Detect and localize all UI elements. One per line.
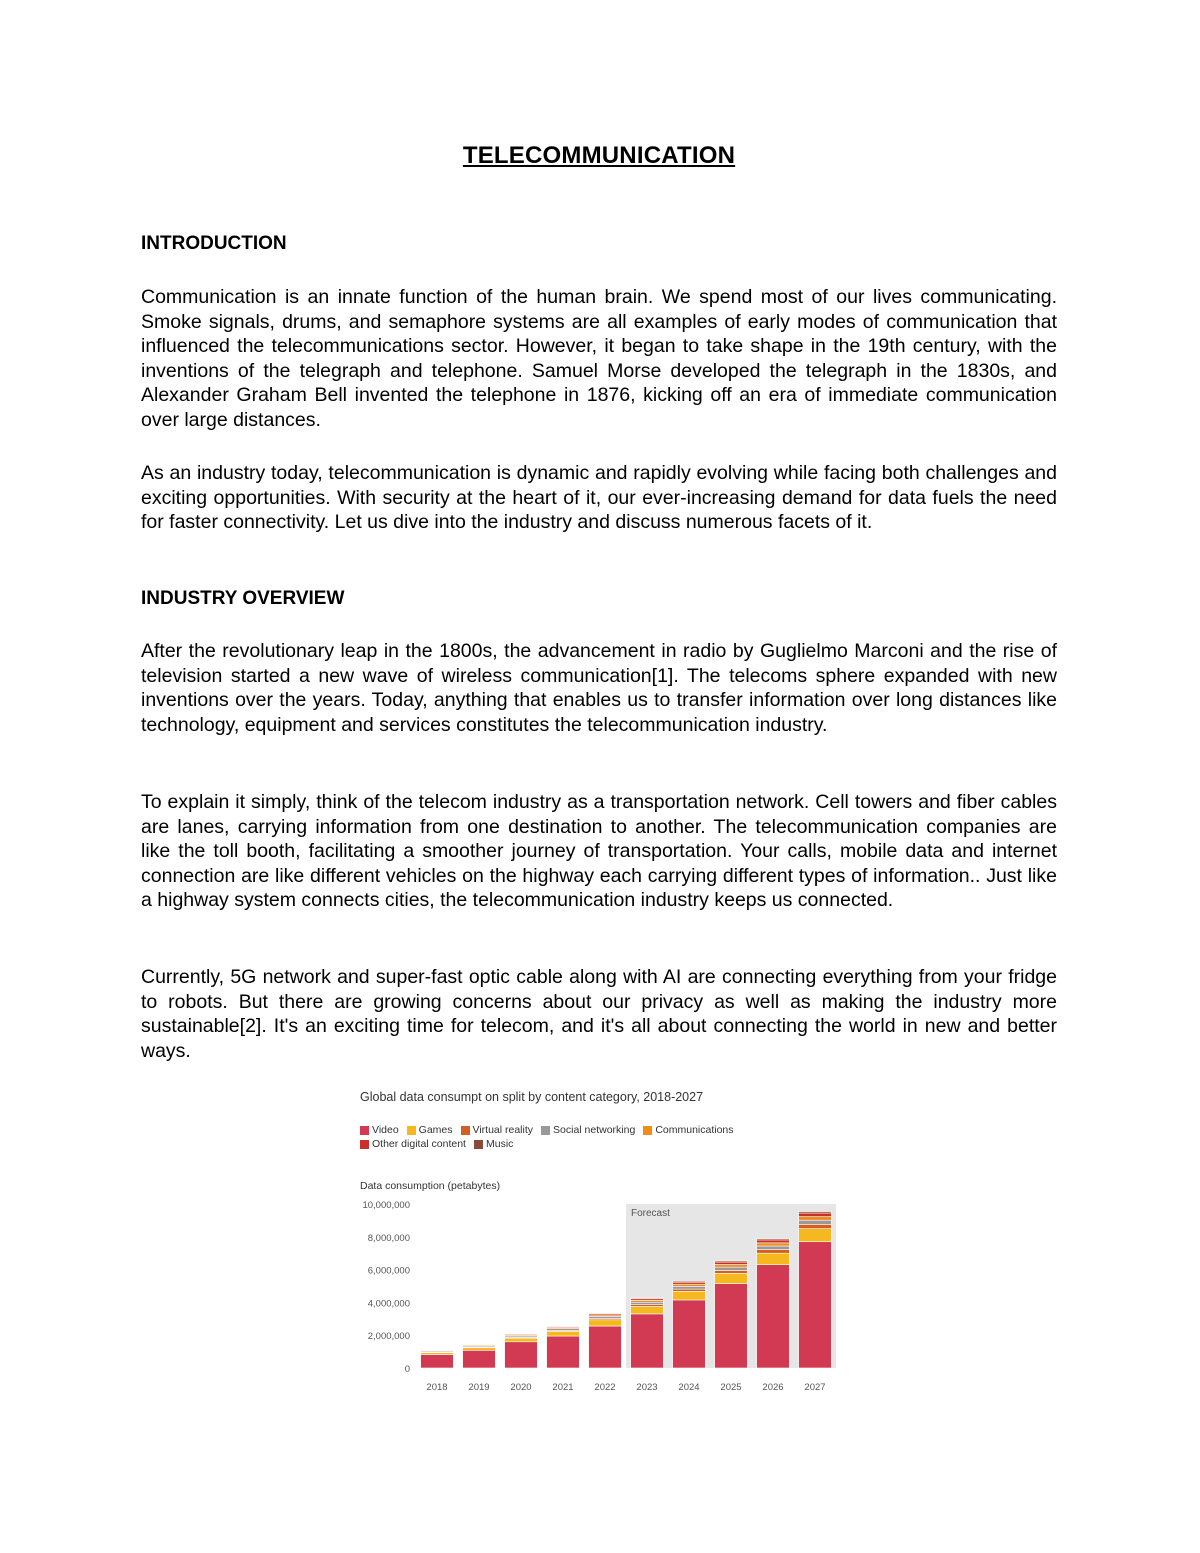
bar-segment <box>757 1265 790 1368</box>
x-tick-label: 2020 <box>510 1382 532 1393</box>
bar-segment <box>631 1298 664 1299</box>
legend-label: Games <box>418 1124 453 1136</box>
y-tick-label: 2,000,000 <box>367 1331 410 1343</box>
y-tick-label: 6,000,000 <box>367 1265 410 1277</box>
bar-segment <box>463 1350 496 1368</box>
y-tick-label: 8,000,000 <box>367 1232 410 1244</box>
forecast-label: Forecast <box>631 1208 670 1219</box>
bar-segment <box>715 1261 748 1262</box>
x-tick-label: 2026 <box>762 1382 784 1393</box>
bar-segment <box>715 1284 748 1368</box>
bar-segment <box>757 1240 790 1243</box>
bar-segment <box>715 1262 748 1264</box>
x-tick-label: 2018 <box>426 1382 448 1393</box>
bar-segment <box>589 1326 622 1368</box>
y-tick-label: 10,000,000 <box>362 1200 410 1211</box>
x-tick-label: 2024 <box>678 1382 700 1393</box>
x-tick-label: 2021 <box>552 1382 574 1393</box>
bar-segment <box>757 1253 790 1264</box>
bar-segment <box>799 1229 832 1242</box>
bar-segment <box>673 1284 706 1286</box>
bar-segment <box>673 1300 706 1368</box>
bar-segment <box>547 1331 580 1336</box>
bar-segment <box>589 1316 622 1318</box>
y-axis-title: Data consumption (petabytes) <box>360 1180 501 1192</box>
bar-segment <box>799 1217 832 1221</box>
bar-segment <box>799 1213 832 1217</box>
section-heading-introduction: INTRODUCTION <box>141 233 287 254</box>
chart-title: Global data consumpt on split by content category, 2018-2027 <box>360 1090 704 1104</box>
x-tick-label: 2023 <box>636 1382 658 1393</box>
bar-segment <box>463 1348 496 1351</box>
paragraph-intro-2: As an industry today, telecommunication is dynamic and rapidly evolving while facing both challenges and exciting opportunities. With security at the heart of it, our ever-increasing demand for data fuels the need for faster connectivity. Let us dive into the industry and discuss numerous facets of it. <box>141 462 1057 534</box>
paragraph-overview-2: To explain it simply, think of the telecom industry as a transportation network. Cell towers and fiber cables are lanes, carrying information from one destination to another. The telecommunication companies are like the toll booth, facilitating a smoother journey of transportation. Your calls, mobile data and internet connection are like different vehicles on the highway each carrying different types of information.. Just like a highway system connects cities, the telecommunication industry keeps us connected. <box>141 791 1057 912</box>
bar-segment <box>715 1267 748 1270</box>
bar-segment <box>631 1307 664 1314</box>
bar-segment <box>673 1281 706 1282</box>
bar-segment <box>673 1291 706 1300</box>
bar-segment <box>421 1355 454 1368</box>
y-tick-label: 4,000,000 <box>367 1298 410 1310</box>
legend-label: Other digital content <box>372 1138 466 1150</box>
legend-label: Social networking <box>553 1124 636 1136</box>
bar-segment <box>631 1302 664 1304</box>
paragraph-overview-1: After the revolutionary leap in the 1800s, the advancement in radio by Guglielmo Marconi and the rise of television started a new wave of wireless communication[1]. The telecoms sphere expanded with new inventions over the years. Today, anything that enables us to transfer information over long distances like technology, equipment and services constitutes the telecommunication industry. <box>141 640 1057 736</box>
x-tick-label: 2027 <box>804 1382 826 1393</box>
bar-segment <box>715 1265 748 1268</box>
section-heading-industry-overview: INDUSTRY OVERVIEW <box>141 588 345 609</box>
bar-segment <box>757 1246 790 1250</box>
bar-segment <box>757 1239 790 1240</box>
legend-label: Video <box>372 1124 399 1136</box>
bar-segment <box>673 1289 706 1291</box>
bar-segment <box>715 1273 748 1283</box>
legend-label: Communications <box>655 1124 734 1136</box>
bar-segment <box>799 1224 832 1228</box>
x-tick-label: 2019 <box>468 1382 490 1393</box>
document-title: TELECOMMUNICATION <box>462 142 736 169</box>
data-consumption-chart <box>358 1088 843 1408</box>
bar-segment <box>547 1336 580 1368</box>
y-tick-label: 0 <box>404 1364 410 1375</box>
paragraph-overview-3: Currently, 5G network and super-fast optic cable along with AI are connecting everything from your fridge to robots. But there are growing concerns about our privacy as well as making the industry more sustainable[2]. It's an exciting time for telecom, and it's all about connecting the world in new and better ways. <box>141 966 1057 1062</box>
bar-segment <box>799 1212 832 1213</box>
legend-label: Music <box>485 1138 514 1150</box>
x-tick-label: 2022 <box>594 1382 616 1393</box>
chart-plot <box>358 1088 843 1408</box>
legend-label: Virtual reality <box>472 1124 534 1136</box>
bar-segment <box>757 1250 790 1254</box>
bar-segment <box>799 1242 832 1368</box>
bar-segment <box>589 1320 622 1326</box>
bar-segment <box>505 1338 538 1342</box>
bar-segment <box>799 1220 832 1224</box>
bar-segment <box>757 1243 790 1246</box>
paragraph-intro-1: Communication is an innate function of the human brain. We spend most of our lives communicating. Smoke signals, drums, and semaphore systems are all examples of early modes of communication that influenced the telecommunications sector. However, it began to take shape in the 19th century, with the inventions of the telegraph and telephone. Samuel Morse developed the telegraph in the 1830s, and Alexander Graham Bell invented the telephone in 1876, kicking off an era of immediate communication over large distances. <box>141 286 1057 431</box>
bar-segment <box>673 1286 706 1289</box>
bar-segment <box>589 1313 622 1314</box>
bar-segment <box>631 1314 664 1368</box>
bar-segment <box>505 1342 538 1368</box>
x-tick-label: 2025 <box>720 1382 742 1393</box>
bar-segment <box>715 1270 748 1273</box>
